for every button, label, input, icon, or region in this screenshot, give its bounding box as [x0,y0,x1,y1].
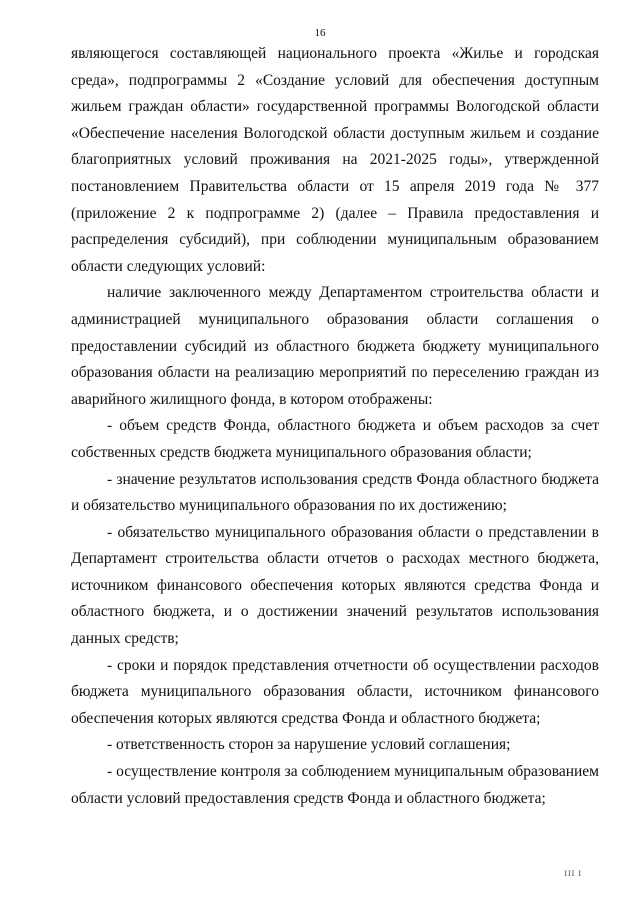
paragraph-continuation: являющегося составляющей национального проекта «Жилье и городская среда», подпрограммы 2 «Создание условий для обеспечения доступным жильем граждан области» государственной программы Вологодской области «Обеспечение населения Вологодской области доступным жильем и создание благоприятных условий проживания на 2021-2025 годы», утвержденной постановлением Правительства области от 15 апреля 2019 года № 377 (приложение 2 к подпрограмме 2) (далее – Правила предоставления и распределения субсидий), при соблюдении муниципальным образованием области следующих условий: [71,45,599,275]
list-item-control: - осуществление контроля за соблюдением муниципальным образованием области условий предоставления средств Фонда и областного бюджета; [71,763,599,807]
list-item-results-values: - значение результатов использования средств Фонда областного бюджета и обязательство муниципального образования по их достижению; [71,470,599,515]
corner-mark: III I [564,869,582,878]
list-item-reporting-obligation: - обязательство муниципального образования области о представлении в Департамент строительства области отчетов о расходах местного бюджета, источником финансового обеспечения которых являются средства Фонда и областного бюджета, и о достижении значений результатов использования данных средств; [71,523,599,648]
page-number: 16 [314,27,326,39]
document-body [71,41,599,812]
list-item-funding-volume: - объем средств Фонда, областного бюджета и объем расходов за счет собственных средств бюджета муниципального образования области; [71,417,599,461]
list-item-liability: - ответственность сторон за нарушение условий соглашения; [107,736,511,754]
paragraph-agreement-condition: наличие заключенного между Департаментом строительства области и администрацией муниципального образования области соглашения о предоставлении субсидий из областного бюджета бюджету муниципального образования области на реализацию мероприятий по переселению граждан из аварийного жилищного фонда, в котором отображены: [71,284,599,408]
list-item-reporting-terms: - сроки и порядок представления отчетности об осуществлении расходов бюджета муниципального образования области, источником финансового обеспечения которых являются средства Фонда и областного бюджета; [71,656,599,727]
